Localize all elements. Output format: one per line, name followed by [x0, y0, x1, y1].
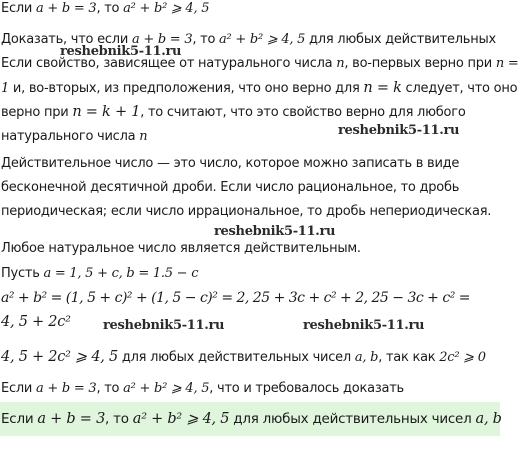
- text: , то: [96, 1, 124, 16]
- watermark: reshebnik5-11.ru: [303, 318, 425, 333]
- formula: a + b = 3: [36, 381, 97, 396]
- text-line-9: периодическая; если число иррациональное, то дробь непериодическая.: [1, 204, 492, 219]
- text-line-8: бесконечной десятичной дроби. Если число рациональное, то дробь: [1, 180, 460, 195]
- text: Если: [1, 381, 37, 396]
- text: , так как: [378, 350, 440, 365]
- formula: a² + b² ⩾ 4, 5: [132, 411, 230, 427]
- formula: n =: [495, 56, 518, 71]
- text-line-1: [1, 0, 209, 18]
- formula: n: [139, 129, 148, 144]
- formula: n = k + 1: [72, 104, 141, 120]
- formula: a² + b² ⩾ 4, 5: [219, 32, 306, 47]
- text: , что и требовалось доказать: [209, 381, 404, 396]
- text: , во-первых верно при: [344, 56, 496, 71]
- watermark: reshebnik5-11.ru: [338, 123, 460, 138]
- text-line-5: [1, 103, 466, 122]
- text: для любых действительных: [305, 32, 496, 47]
- text: , то: [105, 411, 133, 427]
- formula: 4, 5 + 2c²: [1, 314, 71, 330]
- formula: a + b = 3: [131, 32, 193, 47]
- text-line-11: [1, 265, 198, 283]
- formula: 2c² ⩾ 0: [439, 350, 486, 365]
- text-line-16: [1, 410, 502, 428]
- text: Если: [1, 411, 38, 427]
- text: верно при: [1, 105, 73, 120]
- formula: a² + b² ⩾ 4, 5: [123, 381, 210, 396]
- formula: 4, 5 + 2c² ⩾ 4, 5: [1, 349, 118, 365]
- formula: 1: [1, 81, 10, 96]
- text: Если свойство, зависящее от натурального числа: [1, 56, 337, 71]
- text-line-12: [1, 289, 470, 307]
- formula: a, b: [354, 350, 379, 365]
- text: и, во-вторых, из предположения, что оно верно для: [9, 81, 364, 96]
- watermark: reshebnik5-11.ru: [214, 224, 336, 239]
- text-line-13: [1, 313, 71, 332]
- formula: a² + b² ⩾ 4, 5: [123, 1, 210, 16]
- text-line-10: Любое натуральное число является действительным.: [1, 241, 361, 256]
- watermark: reshebnik5-11.ru: [103, 318, 225, 333]
- text: натурального числа: [1, 129, 140, 144]
- formula: a = 1, 5 + c, b = 1.5 − c: [43, 266, 199, 281]
- text-line-7: Действительное число — это число, которое можно записать в виде: [1, 156, 460, 171]
- formula: a, b: [475, 411, 502, 427]
- text-line-3: [1, 55, 518, 73]
- text: для любых действительных чисел: [229, 411, 476, 427]
- text: Доказать, что если: [1, 32, 132, 47]
- text: Пусть: [1, 266, 44, 281]
- formula: n: [336, 56, 345, 71]
- formula: a + b = 3: [36, 1, 97, 16]
- text: , то: [192, 32, 220, 47]
- text-line-6: [1, 128, 147, 146]
- formula: n = k: [363, 80, 402, 96]
- text: Если: [1, 1, 37, 16]
- text-line-4: [1, 79, 517, 98]
- formula: a² + b² = (1, 5 + c)² + (1, 5 − c)² = 2, 25 + 3c + c² + 2, 25 − 3c + c² =: [1, 290, 470, 306]
- text: , то: [96, 381, 124, 396]
- text: для любых действительных чисел: [117, 350, 355, 365]
- watermark: reshebnik5-11.ru: [60, 44, 182, 59]
- text: следует, что оно: [401, 81, 518, 96]
- formula: a + b = 3: [37, 411, 106, 427]
- text-line-14: [1, 348, 486, 367]
- text-line-15: [1, 380, 404, 398]
- text: , то считают, что это свойство верно для любого: [140, 105, 466, 120]
